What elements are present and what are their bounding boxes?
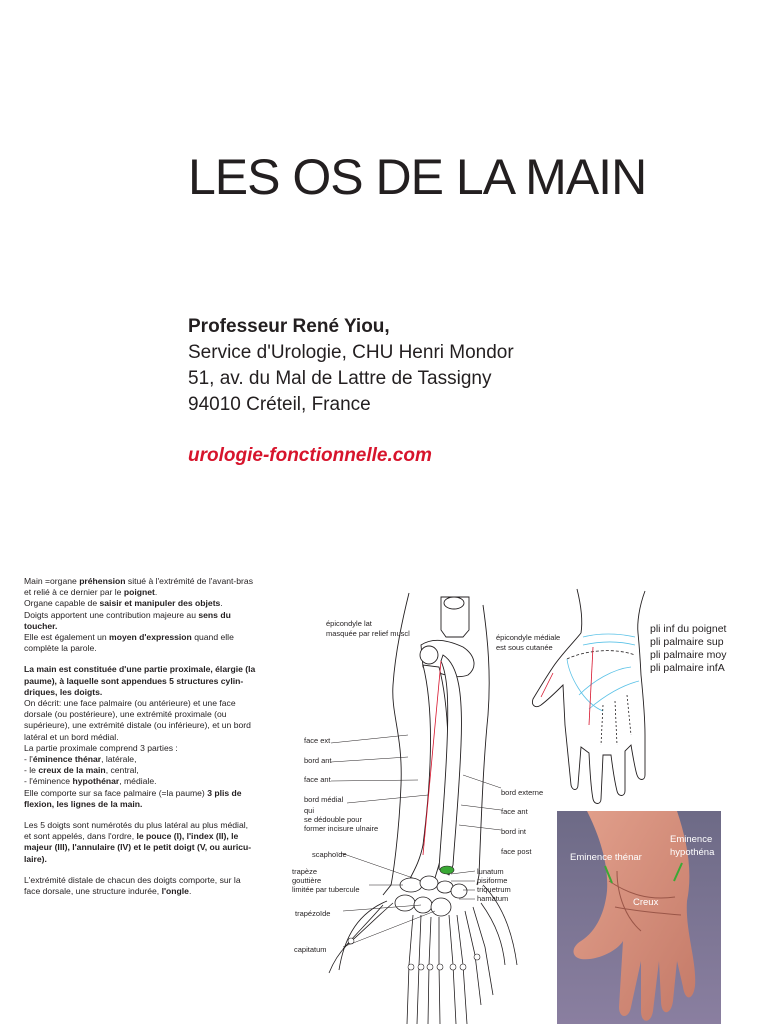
paragraph-intro: Main =organe préhension situé à l'extrémité de l'avant-bras et relié à ce dernier par le poignet. Organe capable de saisir et manipuler des objets. Doigts apportent une contribution majeure au sens du toucher. Elle est également un moyen d'expression quand elle complète la parole. [24,576,253,654]
label-epicondyle-lat-note: masquée par relief muscl [326,629,410,638]
label-face-ant-right: face ant [501,807,528,816]
label-bord-externe: bord externe [501,788,544,797]
palm-photo-art [557,811,721,1024]
label-lunatum: lunatum [477,867,504,876]
label-former-incisure: former incisure ulnaire [304,824,379,833]
label-bord-ant: bord ant [304,756,332,765]
label-face-ext: face ext [304,736,331,745]
label-epicondyle-med-note: est sous cutanée [496,643,553,652]
label-epicondyle-med: épicondyle médiale [496,633,561,642]
carpal-bones [395,876,467,916]
page-title: LES OS DE LA MAIN [188,149,647,205]
paragraph-structure: La main est constituée d'une partie proximale, élargie (la paume), à laquelle sont appendues 5 structures cylin- driques, les doigts. On décrit: une face palmaire (ou antérieure) et une face dorsale (ou postérieure), une extrémité proximale (ou supérieure), une extrémité distale (ou inférieure), et un bord latéral et un bord médial. La partie proximale comprend 3 parties : - l'éminence thénar, latérale, - le creux de la main, central, - l'éminence hypothénar, médiale. Elle comporte sur sa face palmaire (=la paume) 3 plis de flexion, les lignes de la main. [24,664,256,809]
label-pli-palmaire-infA: pli palmaire infA [650,662,725,674]
palm-photo [557,811,721,1024]
label-gouttiere: gouttière [292,876,322,885]
label-scaphoide: scaphoïde [312,850,347,859]
label-pli-inf-poignet: pli inf du poignet [650,623,727,635]
label-qui: qui [304,806,315,815]
label-se-dedouble: se dédouble pour [304,815,362,824]
pisiform-bone [440,866,454,874]
paragraph-nails: L'extrémité distale de chacun des doigts comporte, sur la face dorsale, une structure indurée, l'ongle. [24,874,241,897]
label-trapezoide: trapézoïde [295,909,331,918]
label-face-post: face post [501,847,532,856]
author-block [188,314,514,418]
label-face-ant-left: face ant [304,775,331,784]
label-epicondyle-lat: épicondyle lat [326,619,372,628]
body-text [24,576,281,907]
author-department: Service d'Urologie, CHU Henri Mondor [188,342,514,363]
label-hamatum: hamatum [477,894,509,903]
author-street: 51, av. du Mal de Lattre de Tassigny [188,368,492,389]
photo-label-creux: Creux [633,897,659,908]
author-city: 94010 Créteil, France [188,394,371,415]
palm-creases [541,634,639,745]
photo-label-thenar: Eminence thénar [570,852,642,863]
label-pli-palmaire-moy: pli palmaire moy [650,649,727,661]
author-name: Professeur René Yiou, [188,316,390,337]
label-capitatum: capitatum [294,945,327,954]
label-bord-medial: bord médial [304,795,344,804]
label-pisiforme: pisiforme [477,876,508,885]
website-link[interactable]: urologie-fonctionnelle.com [188,445,432,466]
label-triquetrum: triquetrum [477,885,511,894]
paragraph-fingers: Les 5 doigts sont numérotés du plus latéral au plus médial, et sont appelés, dans l'ordre, le pouce (I), l'index (II), le majeur (III), l'annulaire (IV) et le petit doigt (V, ou auricu- laire). [24,820,252,864]
label-trapeze: trapèze [292,867,318,876]
label-bord-int: bord int [501,827,527,836]
label-pli-palmaire-sup: pli palmaire sup [650,636,724,648]
label-limitee: limitée par tubercule [292,885,360,894]
photo-label-hypothenar-2: hypothéna [670,847,715,858]
photo-label-hypothenar-1: Eminence [670,834,713,845]
palm-outline [532,589,645,804]
